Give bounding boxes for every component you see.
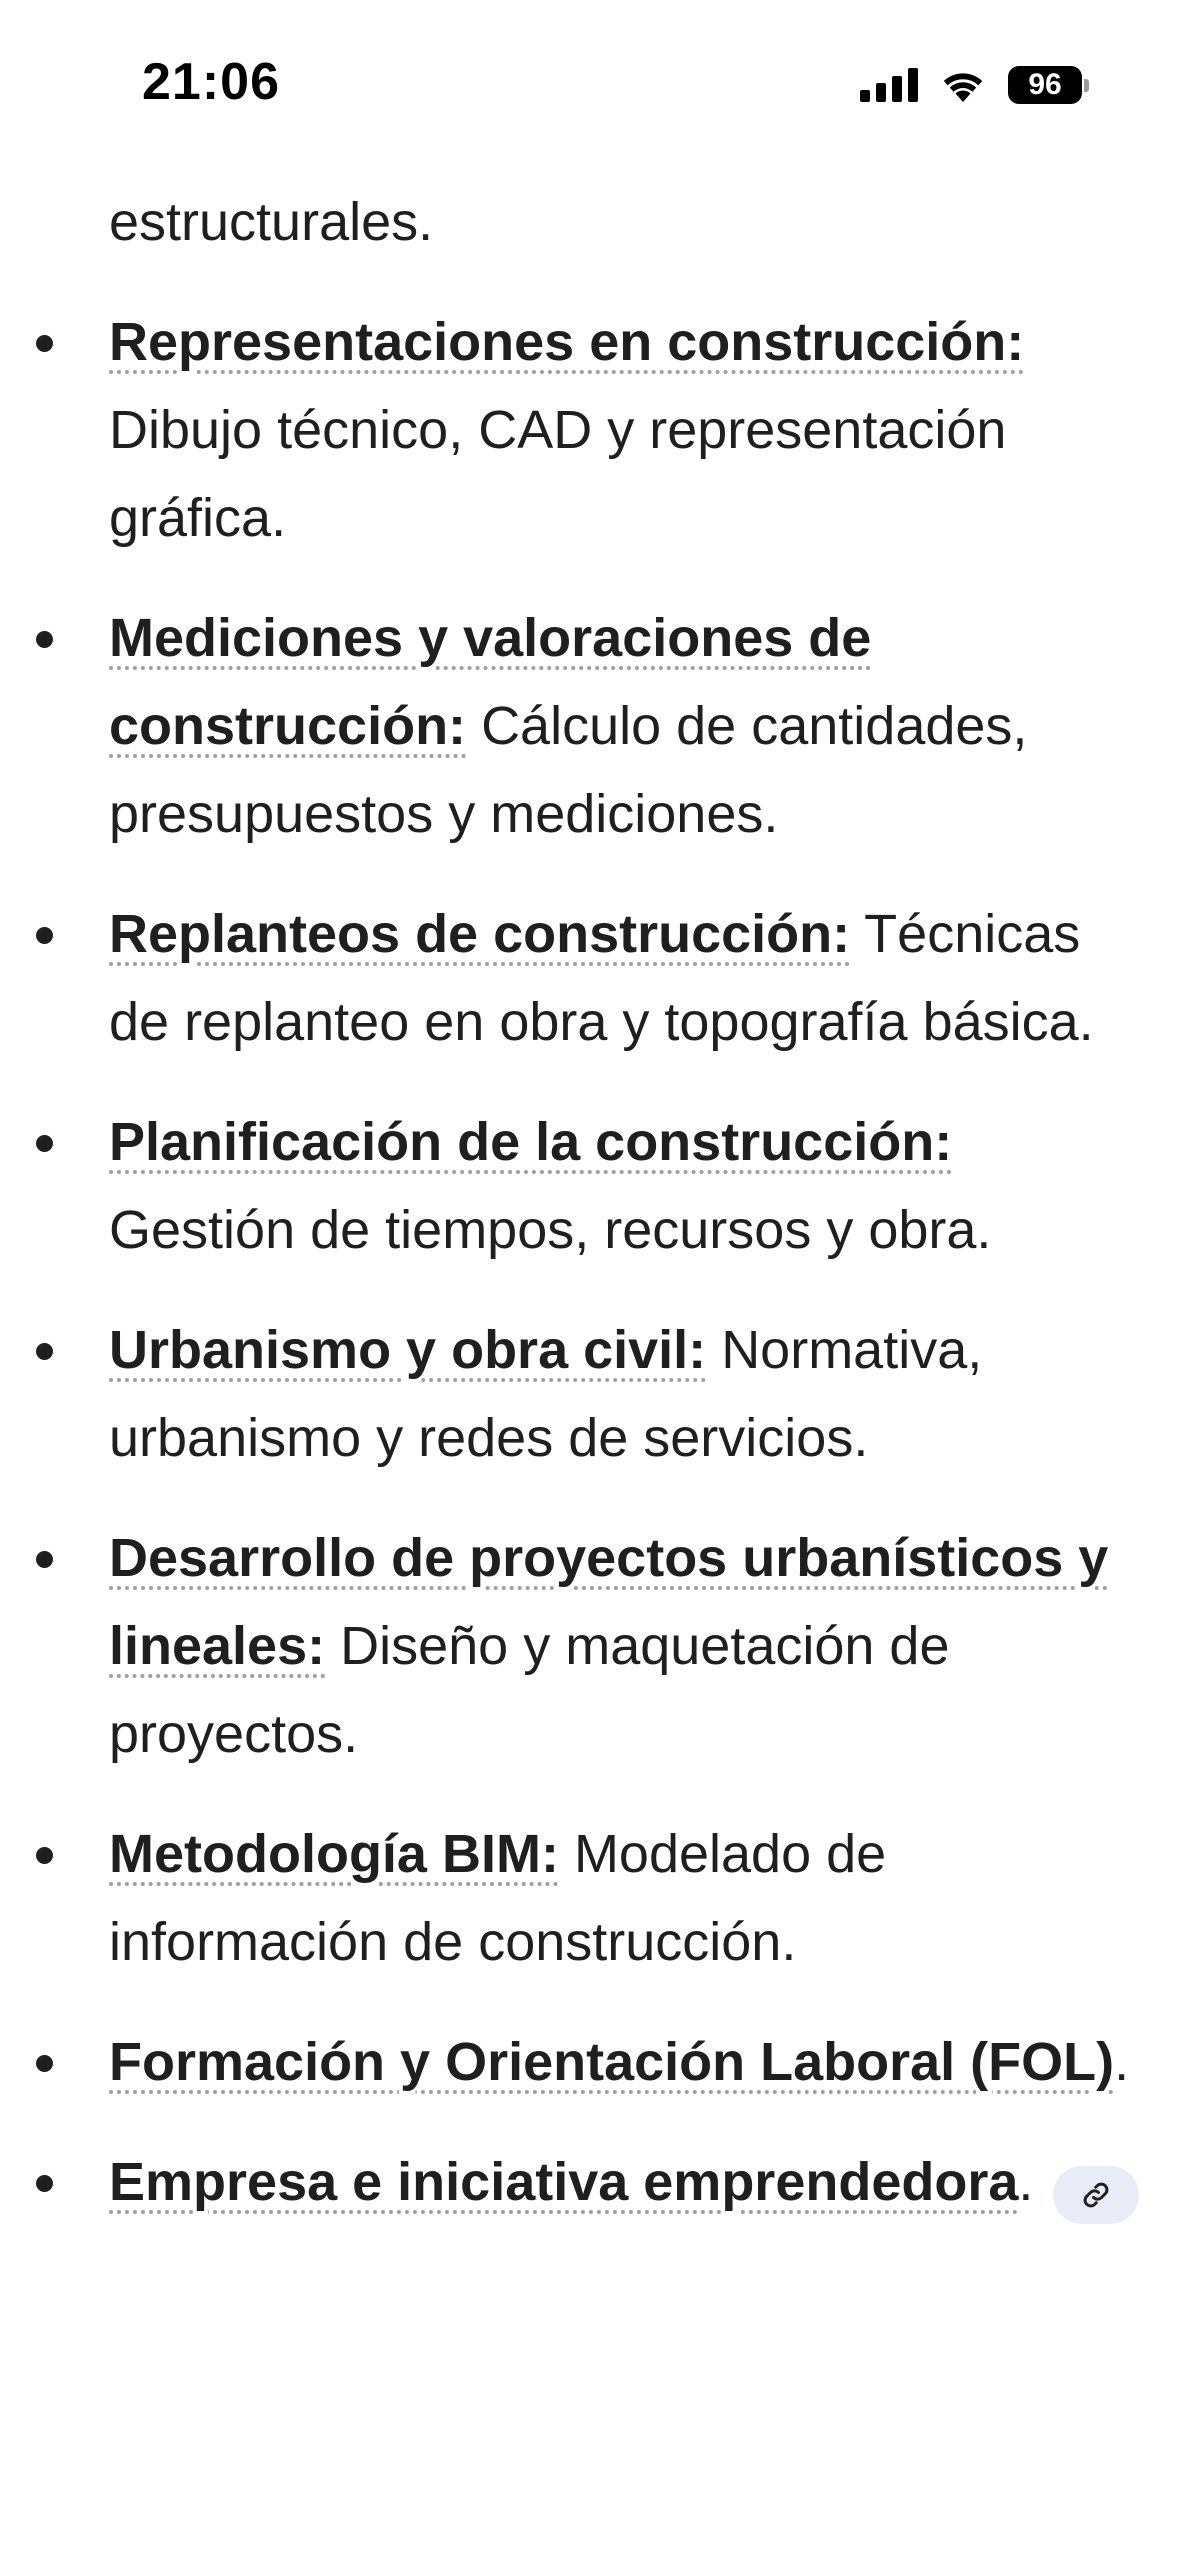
list-item-description: Gestión de tiempos, recursos y obra.: [109, 1200, 992, 1260]
list-item-term[interactable]: Metodología BIM:: [109, 1824, 559, 1884]
list-item-description: Cálculo de cantidades, presupuestos y mediciones.: [109, 696, 1028, 844]
status-bar: [0, 0, 1179, 175]
list-item-term[interactable]: Replanteos de construcción:: [109, 904, 851, 964]
bullet-icon: [36, 1343, 53, 1360]
list-item: [0, 1098, 1179, 1274]
bullet-icon: [36, 2175, 53, 2192]
list-item-term[interactable]: Formación y Orientación Laboral (FOL): [109, 2032, 1115, 2092]
source-link-button[interactable]: [1053, 2166, 1139, 2224]
bullet-icon: [36, 1847, 53, 1864]
response-content: [0, 178, 1179, 2226]
status-time: 21:06: [142, 53, 280, 111]
list-item-description: Técnicas de replanteo en obra y topografía básica.: [109, 904, 1094, 1052]
paragraph-tail: estructurales.: [109, 192, 434, 252]
list-item-description: .: [1114, 2032, 1130, 2092]
bullet-icon: [36, 2055, 53, 2072]
bullet-icon: [36, 631, 53, 648]
list-item-term[interactable]: Planificación de la construcción:: [109, 1112, 953, 1172]
bullet-icon: [36, 1135, 53, 1152]
link-icon: [1081, 2180, 1111, 2210]
list-item-term[interactable]: Urbanismo y obra civil:: [109, 1320, 707, 1380]
list-item-description: Dibujo técnico, CAD y representación gráfica.: [109, 400, 1007, 548]
module-list: [0, 298, 1179, 2226]
list-item: [0, 2018, 1179, 2106]
battery-level: 96: [1008, 66, 1082, 104]
bullet-icon: [36, 1551, 53, 1568]
status-icons: [860, 66, 1089, 104]
list-item: [0, 2138, 1179, 2226]
list-item-term[interactable]: Desarrollo de proyectos urbanísticos y lineales:: [109, 1528, 1109, 1676]
bullet-icon: [36, 927, 53, 944]
list-item: [0, 298, 1179, 562]
list-item: [0, 594, 1179, 858]
list-item-term[interactable]: Mediciones y valoraciones de construcción:: [109, 608, 872, 756]
list-item-term[interactable]: Empresa e iniciativa emprendedora: [109, 2152, 1019, 2212]
bullet-icon: [36, 335, 53, 352]
list-item-description: Modelado de información de construcción.: [109, 1824, 887, 1972]
list-item: [0, 1306, 1179, 1482]
list-item: [0, 1810, 1179, 1986]
cellular-signal-icon: [860, 68, 918, 102]
list-item-term[interactable]: Representaciones en construcción:: [109, 312, 1025, 372]
list-item-description: .: [1018, 2152, 1034, 2212]
list-item: [0, 890, 1179, 1066]
list-item: [0, 1514, 1179, 1778]
list-item-description: Diseño y maquetación de proyectos.: [109, 1616, 950, 1764]
wifi-icon: [940, 68, 986, 102]
battery-icon: [1008, 66, 1089, 104]
list-item-description: Normativa, urbanismo y redes de servicios.: [109, 1320, 983, 1468]
